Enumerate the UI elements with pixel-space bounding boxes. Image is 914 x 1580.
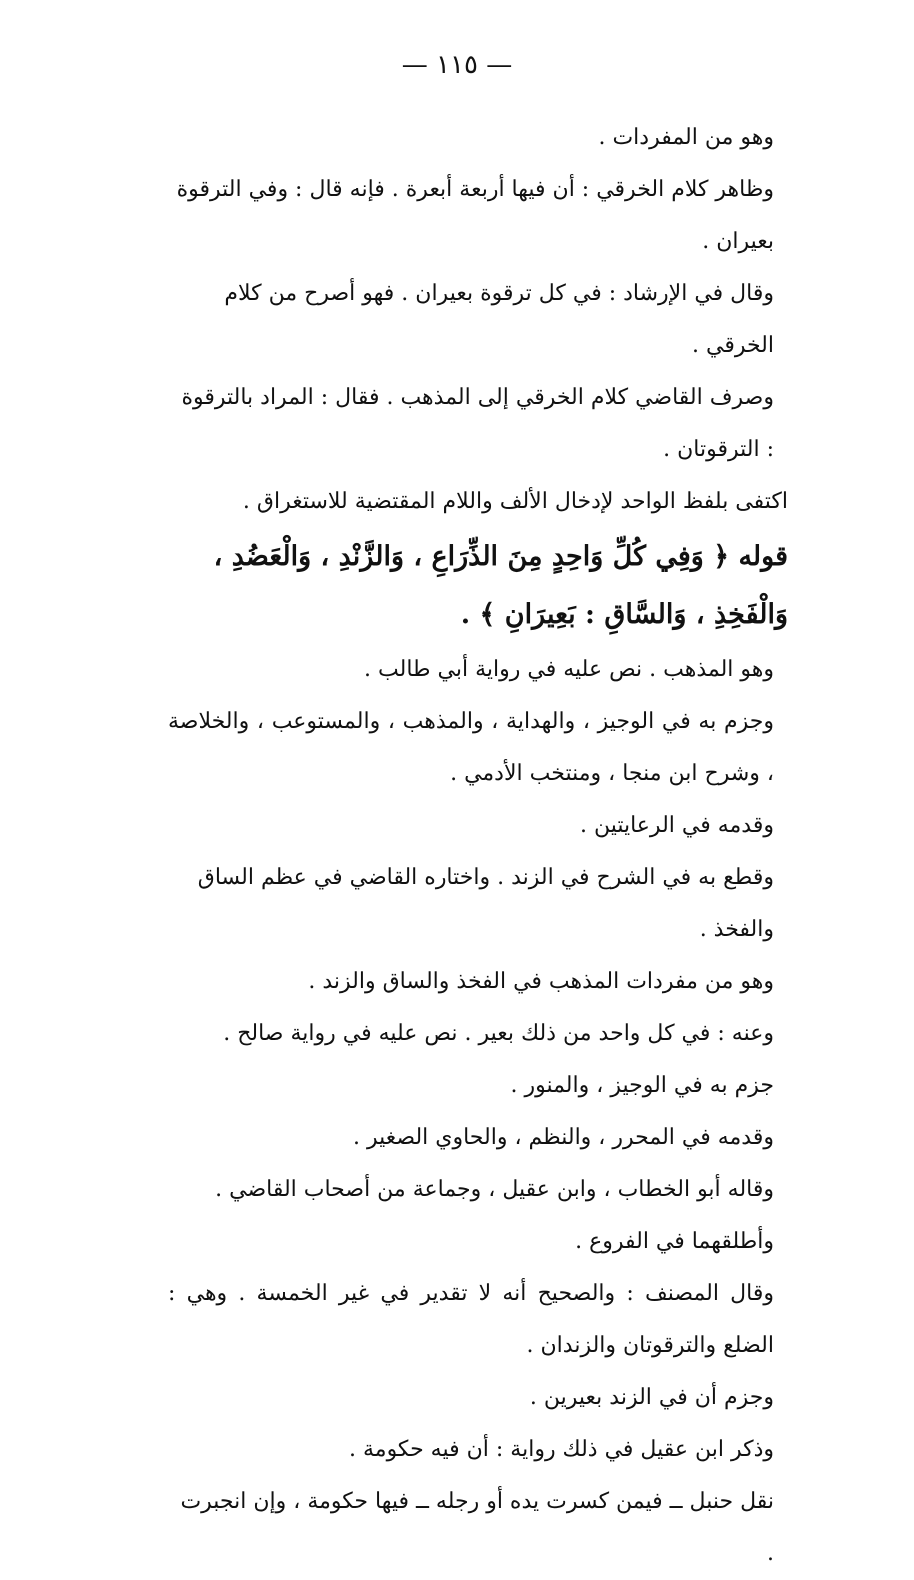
paragraph: وجزم به في الوجيز ، والهداية ، والمذهب ، والمستوعب ، والخلاصة ، وشرح ابن منجا ، ومنتخب الأدمي .	[168, 709, 774, 786]
paragraph: وقال في الإرشاد : في كل ترقوة بعيران . فهو أصرح من كلام الخرقي .	[224, 281, 774, 358]
page-number: — ١١٥ —	[401, 50, 513, 80]
paragraph: وظاهر كلام الخرقي : أن فيها أربعة أبعرة . فإنه قال : وفي الترقوة بعيران .	[176, 177, 774, 254]
paragraph: وقدمه في المحرر ، والنظم ، والحاوي الصغير .	[353, 1125, 774, 1150]
paragraph: وقطع به في الشرح في الزند . واختاره القاضي في عظم الساق والفخذ .	[197, 865, 774, 942]
paragraph: وهو من مفردات المذهب في الفخذ والساق والزند .	[308, 969, 774, 994]
paragraph: وقال المصنف : والصحيح أنه لا تقدير في غير الخمسة . وهي : الضلع والترقوتان والزندان .	[168, 1281, 774, 1358]
quoted-matn-text: قوله ﴿ وَفِي كُلِّ وَاحِدٍ مِنَ الذِّرَاعِ ، وَالزَّنْدِ ، وَالْعَضُدِ ، وَالْفَخِذِ ، وَالسَّاقِ : بَعِيرَانِ ﴾ .	[213, 541, 788, 630]
body-text	[168, 112, 788, 1580]
paragraph: اكتفى بلفظ الواحد لإدخال الألف واللام المقتضية للاستغراق .	[242, 489, 788, 514]
paragraph: وصرف القاضي كلام الخرقي إلى المذهب . فقال : المراد بالترقوة : الترقوتان .	[181, 385, 774, 462]
paragraph: وأطلقهما في الفروع .	[575, 1229, 774, 1254]
paragraph: جزم به في الوجيز ، والمنور .	[510, 1073, 774, 1098]
paragraph: وقاله أبو الخطاب ، وابن عقيل ، وجماعة من أصحاب القاضي .	[215, 1177, 774, 1202]
paragraph: وجزم أن في الزند بعيرين .	[529, 1385, 774, 1410]
paragraph: وقدمه في الرعايتين .	[579, 813, 774, 838]
paragraph: وهو المذهب . نص عليه في رواية أبي طالب .	[364, 657, 774, 682]
paragraph: وهو من المفردات .	[598, 125, 774, 150]
paragraph: وذكر ابن عقيل في ذلك رواية : أن فيه حكومة .	[349, 1437, 774, 1462]
paragraph: نقل حنبل ــ فيمن كسرت يده أو رجله ــ فيها حكومة ، وإن انجبرت .	[180, 1489, 774, 1566]
paragraph: وعنه : في كل واحد من ذلك بعير . نص عليه في رواية صالح .	[223, 1021, 774, 1046]
